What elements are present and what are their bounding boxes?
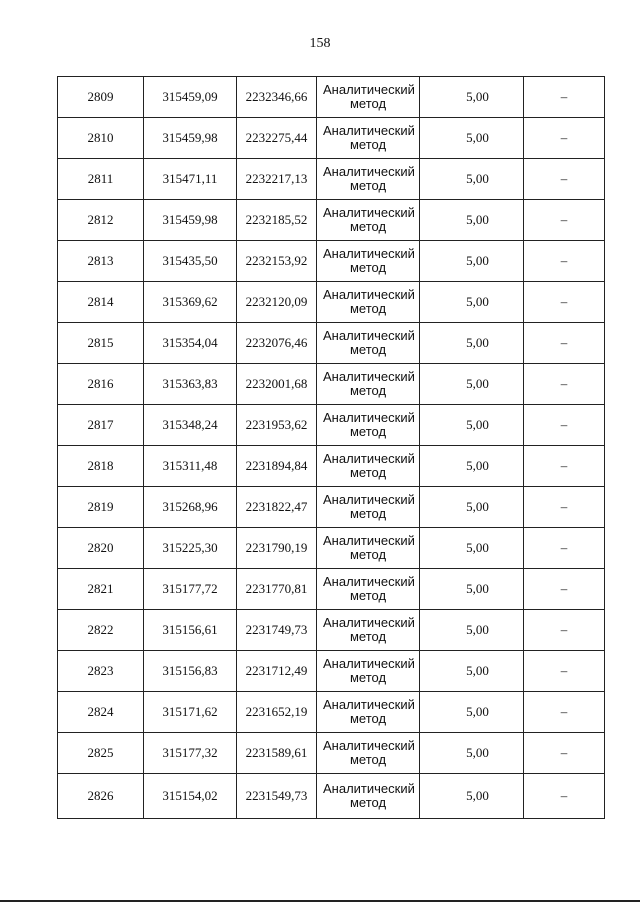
x-coordinate-cell: 315177,72: [144, 569, 237, 610]
method-label: Аналитический метод: [323, 123, 415, 152]
point-number-cell: 2823: [58, 651, 144, 692]
y-coordinate-cell: 2232217,13: [237, 159, 317, 200]
x-coordinate-cell: 315156,83: [144, 651, 237, 692]
point-number-cell: 2814: [58, 282, 144, 323]
table-row: [58, 323, 605, 364]
point-number-cell: 2812: [58, 200, 144, 241]
table-row: [58, 159, 605, 200]
y-coordinate-cell: 2231894,84: [237, 446, 317, 487]
x-coordinate-cell: 315154,02: [144, 774, 237, 819]
method-cell: [317, 159, 420, 200]
y-coordinate-cell: 2231652,19: [237, 692, 317, 733]
note-cell: –: [524, 774, 605, 819]
point-number-cell: 2816: [58, 364, 144, 405]
y-coordinate-cell: 2232076,46: [237, 323, 317, 364]
table-row: [58, 733, 605, 774]
method-cell: [317, 118, 420, 159]
method-label: Аналитический метод: [323, 328, 415, 357]
accuracy-cell: 5,00: [420, 282, 524, 323]
method-cell: [317, 569, 420, 610]
x-coordinate-cell: 315268,96: [144, 487, 237, 528]
accuracy-cell: 5,00: [420, 733, 524, 774]
method-cell: [317, 733, 420, 774]
table-row: [58, 77, 605, 118]
method-cell: [317, 200, 420, 241]
point-number-cell: 2822: [58, 610, 144, 651]
point-number-cell: 2811: [58, 159, 144, 200]
y-coordinate-cell: 2231589,61: [237, 733, 317, 774]
point-number-cell: 2825: [58, 733, 144, 774]
method-cell: [317, 774, 420, 819]
note-cell: –: [524, 487, 605, 528]
accuracy-cell: 5,00: [420, 774, 524, 819]
x-coordinate-cell: 315225,30: [144, 528, 237, 569]
accuracy-cell: 5,00: [420, 692, 524, 733]
y-coordinate-cell: 2231549,73: [237, 774, 317, 819]
method-cell: [317, 364, 420, 405]
method-cell: [317, 282, 420, 323]
table-row: [58, 569, 605, 610]
accuracy-cell: 5,00: [420, 651, 524, 692]
y-coordinate-cell: 2231953,62: [237, 405, 317, 446]
note-cell: –: [524, 610, 605, 651]
method-label: Аналитический метод: [323, 164, 415, 193]
note-cell: –: [524, 692, 605, 733]
method-cell: [317, 692, 420, 733]
note-cell: –: [524, 569, 605, 610]
table-row: [58, 405, 605, 446]
bottom-rule: [0, 900, 640, 902]
point-number-cell: 2819: [58, 487, 144, 528]
x-coordinate-cell: 315177,32: [144, 733, 237, 774]
table-row: [58, 200, 605, 241]
y-coordinate-cell: 2232346,66: [237, 77, 317, 118]
table-row: [58, 651, 605, 692]
x-coordinate-cell: 315435,50: [144, 241, 237, 282]
point-number-cell: 2821: [58, 569, 144, 610]
method-cell: [317, 487, 420, 528]
method-label: Аналитический метод: [323, 738, 415, 767]
point-number-cell: 2817: [58, 405, 144, 446]
x-coordinate-cell: 315459,98: [144, 118, 237, 159]
method-label: Аналитический метод: [323, 781, 415, 810]
table-row: [58, 610, 605, 651]
table-row: [58, 528, 605, 569]
note-cell: –: [524, 241, 605, 282]
table-row: [58, 774, 605, 819]
table-row: [58, 487, 605, 528]
point-number-cell: 2826: [58, 774, 144, 819]
method-label: Аналитический метод: [323, 82, 415, 111]
note-cell: –: [524, 200, 605, 241]
note-cell: –: [524, 159, 605, 200]
point-number-cell: 2815: [58, 323, 144, 364]
accuracy-cell: 5,00: [420, 446, 524, 487]
note-cell: –: [524, 651, 605, 692]
x-coordinate-cell: 315459,09: [144, 77, 237, 118]
method-cell: [317, 651, 420, 692]
y-coordinate-cell: 2232153,92: [237, 241, 317, 282]
y-coordinate-cell: 2232275,44: [237, 118, 317, 159]
accuracy-cell: 5,00: [420, 487, 524, 528]
note-cell: –: [524, 733, 605, 774]
y-coordinate-cell: 2231790,19: [237, 528, 317, 569]
x-coordinate-cell: 315363,83: [144, 364, 237, 405]
point-number-cell: 2810: [58, 118, 144, 159]
table-row: [58, 446, 605, 487]
accuracy-cell: 5,00: [420, 159, 524, 200]
table-row: [58, 241, 605, 282]
method-cell: [317, 610, 420, 651]
note-cell: –: [524, 446, 605, 487]
x-coordinate-cell: 315156,61: [144, 610, 237, 651]
x-coordinate-cell: 315459,98: [144, 200, 237, 241]
accuracy-cell: 5,00: [420, 569, 524, 610]
y-coordinate-cell: 2232185,52: [237, 200, 317, 241]
note-cell: –: [524, 282, 605, 323]
accuracy-cell: 5,00: [420, 118, 524, 159]
method-cell: [317, 323, 420, 364]
accuracy-cell: 5,00: [420, 200, 524, 241]
method-cell: [317, 446, 420, 487]
y-coordinate-cell: 2232120,09: [237, 282, 317, 323]
method-label: Аналитический метод: [323, 492, 415, 521]
accuracy-cell: 5,00: [420, 528, 524, 569]
method-label: Аналитический метод: [323, 656, 415, 685]
accuracy-cell: 5,00: [420, 77, 524, 118]
method-label: Аналитический метод: [323, 410, 415, 439]
accuracy-cell: 5,00: [420, 323, 524, 364]
note-cell: –: [524, 364, 605, 405]
point-number-cell: 2820: [58, 528, 144, 569]
y-coordinate-cell: 2231770,81: [237, 569, 317, 610]
table-row: [58, 364, 605, 405]
y-coordinate-cell: 2231712,49: [237, 651, 317, 692]
accuracy-cell: 5,00: [420, 405, 524, 446]
method-label: Аналитический метод: [323, 369, 415, 398]
x-coordinate-cell: 315311,48: [144, 446, 237, 487]
table-row: [58, 692, 605, 733]
point-number-cell: 2809: [58, 77, 144, 118]
y-coordinate-cell: 2231822,47: [237, 487, 317, 528]
table-row: [58, 118, 605, 159]
table-body: [58, 77, 605, 819]
x-coordinate-cell: 315171,62: [144, 692, 237, 733]
point-number-cell: 2813: [58, 241, 144, 282]
note-cell: –: [524, 118, 605, 159]
method-cell: [317, 528, 420, 569]
note-cell: –: [524, 528, 605, 569]
x-coordinate-cell: 315348,24: [144, 405, 237, 446]
accuracy-cell: 5,00: [420, 610, 524, 651]
point-number-cell: 2824: [58, 692, 144, 733]
note-cell: –: [524, 77, 605, 118]
coordinates-table: [57, 76, 605, 819]
accuracy-cell: 5,00: [420, 241, 524, 282]
x-coordinate-cell: 315471,11: [144, 159, 237, 200]
method-cell: [317, 77, 420, 118]
x-coordinate-cell: 315369,62: [144, 282, 237, 323]
method-label: Аналитический метод: [323, 533, 415, 562]
point-number-cell: 2818: [58, 446, 144, 487]
method-label: Аналитический метод: [323, 697, 415, 726]
note-cell: –: [524, 405, 605, 446]
method-label: Аналитический метод: [323, 246, 415, 275]
table-row: [58, 282, 605, 323]
method-cell: [317, 241, 420, 282]
method-label: Аналитический метод: [323, 205, 415, 234]
page-number: 158: [309, 36, 331, 51]
method-cell: [317, 405, 420, 446]
method-label: Аналитический метод: [323, 287, 415, 316]
y-coordinate-cell: 2232001,68: [237, 364, 317, 405]
note-cell: –: [524, 323, 605, 364]
y-coordinate-cell: 2231749,73: [237, 610, 317, 651]
method-label: Аналитический метод: [323, 574, 415, 603]
accuracy-cell: 5,00: [420, 364, 524, 405]
method-label: Аналитический метод: [323, 451, 415, 480]
method-label: Аналитический метод: [323, 615, 415, 644]
x-coordinate-cell: 315354,04: [144, 323, 237, 364]
